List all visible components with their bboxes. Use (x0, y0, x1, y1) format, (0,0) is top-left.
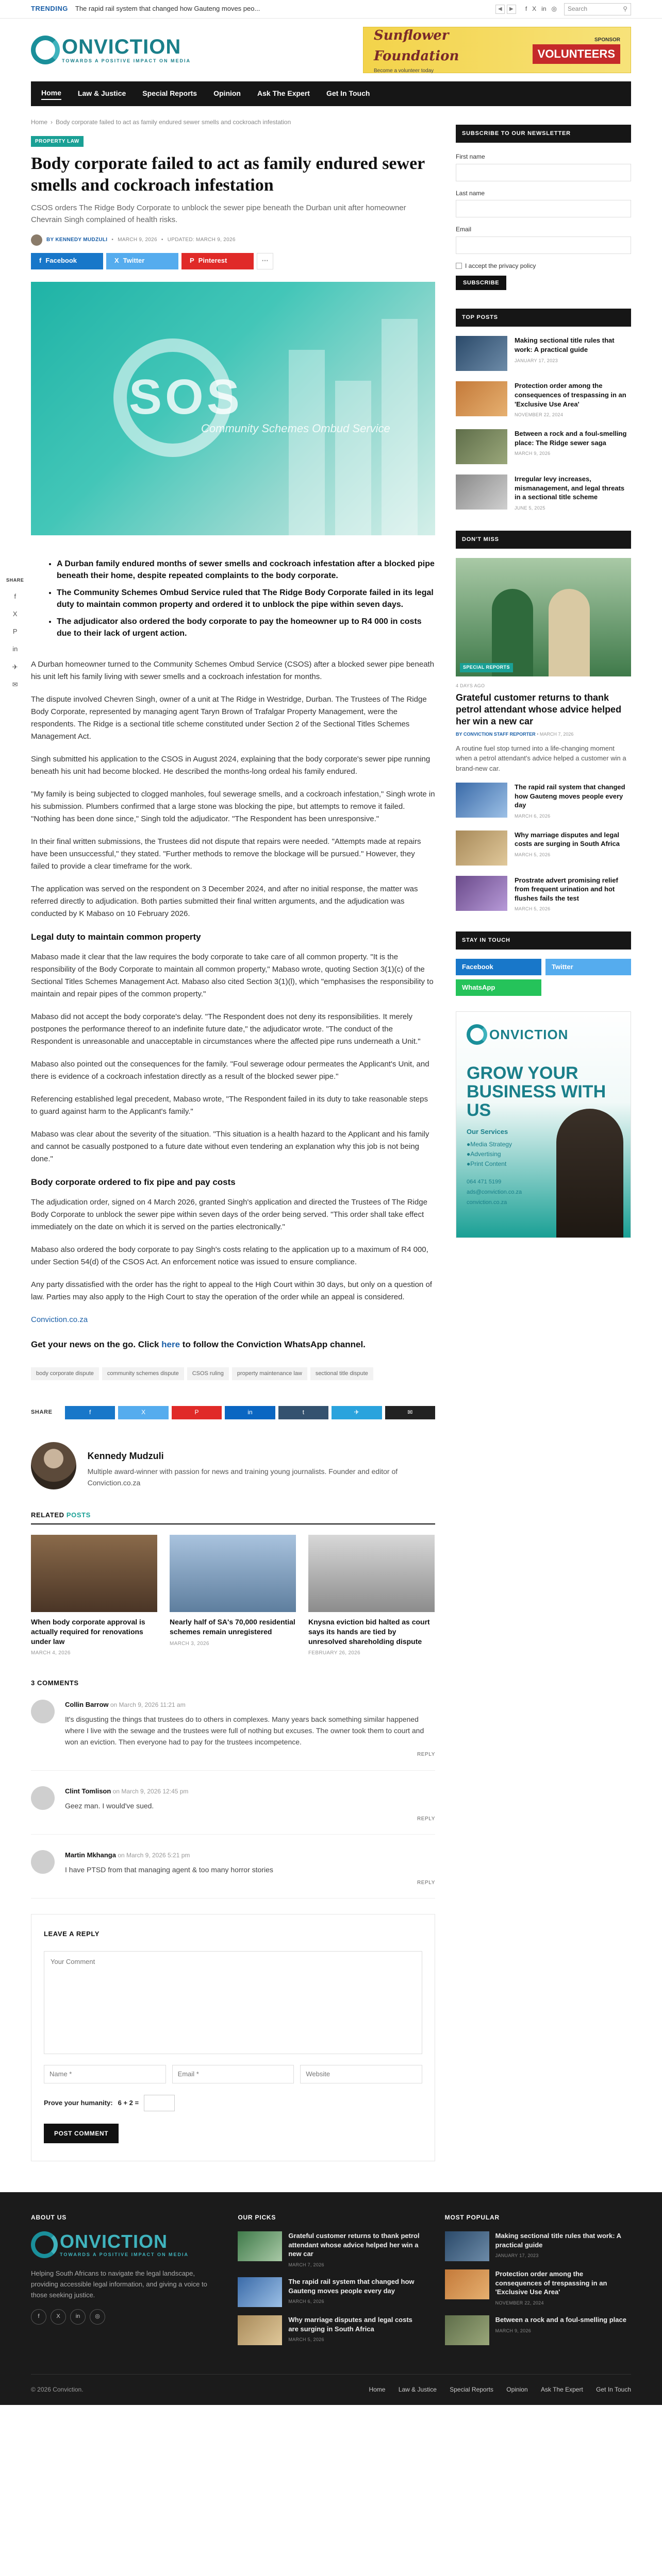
footer-logo-name: ONVICTION (60, 2231, 168, 2252)
copyright: © 2026 Conviction. (31, 2386, 84, 2394)
footer-about (31, 2213, 217, 2353)
footer-popular-title[interactable]: Protection order among the consequences of trespassing in an 'Exclusive Use Area' (495, 2270, 607, 2296)
footer-social (31, 2309, 217, 2325)
footer-pick-date: MARCH 5, 2026 (288, 2337, 324, 2343)
top-post-date: JANUARY 17, 2023 (515, 358, 558, 363)
dont-miss-title[interactable]: The rapid rail system that changed how Gauteng moves people every day (515, 783, 625, 809)
footer-popular-date: NOVEMBER 22, 2024 (495, 2300, 544, 2306)
footer-popular-date: JANUARY 17, 2023 (495, 2253, 539, 2259)
commenter-name: Martin Mkhanga (65, 1851, 116, 1859)
footer-pick-item[interactable] (238, 2277, 424, 2307)
reply-form-fields (44, 2065, 422, 2083)
category-badge[interactable]: PROPERTY LAW (31, 136, 84, 147)
footer-about-text: Helping South Africans to navigate the legal landscape, providing accessible legal information, and giving a voice to those seeking justice. (31, 2269, 207, 2299)
top-post-thumbnail[interactable] (456, 429, 507, 464)
pinterest-icon: P (190, 257, 194, 265)
chevron-right-icon[interactable]: ▶ (507, 5, 516, 14)
logo-tagline: TOWARDS A POSITIVE IMPACT ON MEDIA (62, 58, 191, 63)
related-date: FEBRUARY 26, 2026 (308, 1650, 360, 1656)
banner-subtitle: Become a volunteer today (374, 67, 434, 74)
footer-pick-title[interactable]: The rapid rail system that changed how Gauteng moves people every day (288, 2277, 415, 2295)
reply-button[interactable]: REPLY (417, 1816, 435, 1822)
top-bar (0, 0, 662, 19)
dont-miss-date: MARCH 5, 2026 (515, 906, 551, 912)
related-post[interactable] (170, 1535, 296, 1657)
footer-pick-date: MARCH 7, 2026 (288, 2262, 324, 2268)
whatsapp-cta (31, 1337, 435, 1351)
share-label: SHARE (31, 1409, 53, 1416)
share-pinterest-button[interactable] (181, 253, 254, 269)
cta-text: Get your news on the go. Click (31, 1340, 162, 1350)
search-icon[interactable]: ⚲ (623, 5, 627, 13)
footer-pick-thumbnail[interactable] (238, 2277, 282, 2307)
author-bio: Multiple award-winner with passion for news and training young journalists. Founder and editor of Conviction.co.za (87, 1467, 398, 1487)
footer-picks (238, 2213, 424, 2353)
comment (31, 1786, 435, 1835)
privacy-checkbox[interactable] (456, 263, 462, 269)
main-column (31, 106, 435, 2192)
pinterest-icon[interactable]: P (12, 628, 18, 636)
telegram-icon[interactable]: ✈ (332, 1406, 382, 1419)
feature-meta: BY CONVICTION STAFF REPORTER • MARCH 7, 2026 (456, 731, 574, 737)
related-thumbnail[interactable] (31, 1535, 157, 1612)
share-facebook-button[interactable] (31, 253, 103, 269)
top-post-thumbnail[interactable] (456, 336, 507, 371)
key-point: • The Community Schemes Ombud Service ruled that The Ridge Body Corporate failed in its legal duty to maintain common property and ordered it to unblock the pipe within seven days. (57, 587, 435, 611)
comment (31, 1700, 435, 1771)
meta-date: MARCH 9, 2026 (118, 236, 157, 243)
dont-miss-thumbnail[interactable] (456, 831, 507, 866)
feature-author[interactable]: BY CONVICTION STAFF REPORTER (456, 731, 536, 737)
ad-web: conviction.co.za (467, 1199, 507, 1206)
facebook-icon[interactable]: f (525, 5, 527, 13)
tag-link[interactable]: community schemes dispute (102, 1367, 184, 1380)
hero-building (335, 381, 371, 535)
instagram-icon[interactable]: ◎ (551, 5, 557, 13)
top-post-title[interactable]: Making sectional title rules that work: A practical guide (515, 336, 615, 354)
ad-headline: GROW YOUR BUSINESS WITH US (467, 1063, 606, 1120)
facebook-icon[interactable]: f (65, 1406, 115, 1419)
comment-text: Geez man. I would've sued. (65, 1801, 154, 1810)
first-name-label: First name (456, 153, 485, 161)
stay-in-touch-widget (456, 931, 631, 1238)
website-field[interactable] (300, 2065, 422, 2083)
whatsapp-channel-link[interactable]: here (161, 1340, 180, 1350)
hero-caption: Community Schemes Ombud Service (201, 421, 390, 435)
linkedin-icon[interactable]: in (541, 5, 547, 13)
share-facebook-label: Facebook (45, 257, 77, 265)
reply-button[interactable]: REPLY (417, 1879, 435, 1886)
linkedin-icon[interactable]: in (12, 645, 18, 653)
comment (31, 1850, 435, 1899)
source-link[interactable]: Conviction.co.za (31, 1315, 88, 1325)
related-thumbnail[interactable] (170, 1535, 296, 1612)
captcha-row (44, 2095, 422, 2111)
article-excerpt: CSOS orders The Ridge Body Corporate to unblock the sewer pipe beneath the Durban unit after homeowner Chevrain Singh complained of health risks. (31, 204, 406, 225)
footer-pick-title[interactable]: Grateful customer returns to thank petrol attendant whose advice helped her win a new car (288, 2232, 420, 2258)
captcha-label: Prove your humanity: (44, 2098, 113, 2107)
author-avatar[interactable] (31, 234, 42, 246)
follow-whatsapp-button[interactable]: WhatsApp (456, 979, 541, 996)
top-post-date: MARCH 9, 2026 (515, 451, 551, 456)
commenter-name: Clint Tomlison (65, 1787, 111, 1795)
footer-picks-heading: OUR PICKS (238, 2213, 276, 2221)
top-post-thumbnail[interactable] (456, 474, 507, 510)
feature-title[interactable]: Grateful customer returns to thank petrol attendant whose advice helped her win a new car (456, 692, 622, 727)
hero-sos-text: SOS (129, 369, 243, 425)
related-post[interactable] (31, 1535, 157, 1657)
comment-text: It's disgusting the things that trustees do to others in complexes. Many years back something similar happened where I live with the sewage and the trustees were full of nothing but excuses. The owner took them to court and won an eviction. Then everyone had to pay for the trustees incompetence. (65, 1715, 424, 1746)
body-paragraph: Mabaso made it clear that the law requires the body corporate to take care of all common property. "It is the responsibility of the Body Corporate to maintain all common property," Mabaso wrote, quoting Section 3(1)(c) of the Sectional Titles Schemes Management Act. Mabaso also cited Section 3(1)(l), which "emphasises the responsibility to maintain and repair pipes of the common property." (31, 953, 434, 998)
captcha-expression: 6 + 2 = (118, 2098, 139, 2107)
footer-popular (445, 2213, 631, 2353)
x-icon[interactable]: X (532, 5, 537, 13)
trending-label: TRENDING (31, 5, 68, 13)
feature-person-figure (549, 589, 590, 676)
site-logo[interactable] (31, 36, 191, 64)
x-icon[interactable]: X (51, 2309, 66, 2325)
body-paragraph: A Durban homeowner turned to the Community Schemes Ombud Service (CSOS) after a blocked sewer pipe beneath his unit left his family living with sewer smells and a cockroach infestation for months. (31, 659, 435, 681)
nav-home[interactable]: Home (41, 88, 61, 100)
dont-miss-title[interactable]: Why marriage disputes and legal costs are surging in South Africa (515, 831, 620, 848)
sidebar (456, 106, 631, 2192)
tag-link[interactable]: CSOS ruling (187, 1367, 229, 1380)
logo-c-icon (467, 1024, 487, 1045)
captcha-input[interactable] (144, 2095, 175, 2111)
hero-building (289, 350, 325, 535)
commenter-avatar (31, 1850, 55, 1874)
linkedin-icon[interactable]: in (70, 2309, 86, 2325)
chevron-left-icon[interactable]: ◀ (495, 5, 505, 14)
body-paragraph: Mabaso did not accept the body corporate's delay. "The Respondent does not deny its responsibilities. It merely postpones the performance thereof to an indefinite future date," the adjudicator wrote. "The conduct of the Respondent is unreasonable and unacceptable in circumstances where the affected pipe runs underneath a Unit." (31, 1012, 421, 1046)
privacy-checkbox-row[interactable] (456, 261, 631, 271)
related-post[interactable] (308, 1535, 435, 1657)
follow-twitter-button[interactable]: Twitter (545, 959, 631, 975)
nav-get-in-touch[interactable]: Get In Touch (326, 89, 370, 98)
instagram-icon[interactable]: ◎ (90, 2309, 105, 2325)
site-header (0, 19, 662, 81)
footer-popular-item[interactable] (445, 2269, 631, 2307)
footer-nav-ask-the-expert[interactable]: Ask The Expert (541, 2386, 583, 2394)
feature-excerpt: A routine fuel stop turned into a life-changing moment when a petrol attendant's advice helped a customer win a brand-new car. (456, 744, 626, 772)
body-heading: Body corporate ordered to fix pipe and pay costs (31, 1177, 236, 1187)
nav-special-reports[interactable]: Special Reports (142, 89, 197, 98)
key-point: • A Durban family endured months of sewer smells and cockroach infestation after a blocked pipe beneath their home, despite repeated complaints to the body corporate. (57, 558, 435, 582)
pinterest-icon[interactable]: P (172, 1406, 222, 1419)
share-twitter-button[interactable] (106, 253, 178, 269)
top-post-date: NOVEMBER 22, 2024 (515, 412, 564, 418)
sticky-share-bar (6, 577, 24, 690)
banner-title: Sunflower Foundation (374, 27, 459, 64)
comment-date[interactable]: on March 9, 2026 11:21 am (110, 1701, 186, 1709)
ad-service: ●Print Content (467, 1160, 507, 1167)
footer-nav (357, 2385, 631, 2395)
author-name[interactable]: Kennedy Mudzuli (87, 1450, 164, 1461)
sidebar-ad[interactable] (456, 1011, 631, 1238)
comment-textarea[interactable] (44, 1951, 422, 2054)
search-placeholder: Search (568, 5, 588, 13)
banner-volunteers: VOLUNTEERS (533, 44, 620, 64)
dont-miss-date: MARCH 5, 2026 (515, 852, 551, 857)
related-title-b: POSTS (66, 1511, 91, 1519)
share-bottom-bar (31, 1406, 435, 1419)
footer-popular-title[interactable]: Between a rock and a foul-smelling place (495, 2315, 626, 2324)
body-paragraph: The adjudication order, signed on 4 March 2026, granted Singh's application and directed the Trustees of The Ridge Body Corporate to unblock the sewer pipe within seven days of the order being served. "This order shall take effect immediately on the date on which it is served on the parties electronically." (31, 1198, 427, 1232)
footer-popular-date: MARCH 9, 2026 (495, 2328, 532, 2333)
top-post-title[interactable]: Protection order among the consequences of trespassing in an 'Exclusive Use Area' (515, 382, 626, 408)
body-paragraph: The dispute involved Chevren Singh, owner of a unit at The Ridge in Westridge, Durban. The Trustees of The Ridge Body Corporate, represented by managing agent Taryn Brown of Trafalgar Property Management, were the respondents. The Ridge is a sectional title scheme constituted under Section 2 of the Sectional Titles Schemes Management Act. (31, 694, 427, 741)
share-row (31, 253, 435, 269)
x-icon[interactable]: X (12, 610, 18, 618)
tag-link[interactable]: body corporate dispute (31, 1367, 99, 1380)
ad-service: ●Media Strategy (467, 1140, 512, 1148)
meta-updated: UPDATED: MARCH 9, 2026 (167, 236, 236, 243)
footer-nav-special-reports[interactable]: Special Reports (450, 2386, 493, 2394)
logo-c-icon (31, 36, 60, 64)
tag-link[interactable]: property maintenance law (232, 1367, 307, 1380)
meta-author[interactable]: BY KENNEDY MUDZULI (46, 236, 108, 243)
email-field[interactable] (172, 2065, 294, 2083)
body-paragraph: Referencing established legal precedent, Mabaso wrote, "The Respondent failed in its duty to take reasonable steps to guard against harm to the Applicant's family." (31, 1095, 428, 1116)
facebook-icon: f (39, 257, 42, 265)
feature-posted: MARCH 7, 2026 (539, 731, 574, 737)
footer-nav-law-justice[interactable]: Law & Justice (398, 2386, 437, 2394)
site-footer (0, 2192, 662, 2405)
share-twitter-label: Twitter (123, 257, 145, 265)
top-posts-heading: TOP POSTS (456, 309, 631, 327)
footer-nav-home[interactable]: Home (369, 2386, 386, 2394)
logo-text (62, 37, 191, 63)
ad-brand: ONVICTION (489, 1027, 569, 1043)
x-icon: X (114, 257, 119, 265)
commenter-avatar (31, 1786, 55, 1810)
privacy-label: I accept the privacy policy (465, 262, 536, 269)
logo-c-icon (31, 2231, 58, 2258)
footer-popular-thumbnail[interactable] (445, 2315, 489, 2345)
banner-sponsor: SPONSOR (594, 37, 620, 43)
share-pinterest-label: Pinterest (198, 257, 227, 265)
body-paragraph: In their final written submissions, the Trustees did not dispute that repairs were needed. "Attempts made at repairs have been unsuccessful," they stated. "Further methods to remove the blockage will be pursued." However, they failed to provide a clear timeframe for the work. (31, 837, 421, 871)
body-paragraph: The application was served on the respondent on 3 December 2024, and after no initial response, the matter was referred directly to adjudication. Both parties submitted their final written arguments, and the adjudication was conducted by K Mabaso on 10 February 2026. (31, 884, 418, 918)
footer-popular-title[interactable]: Making sectional title rules that work: A practical guide (495, 2232, 621, 2249)
related-thumbnail[interactable] (308, 1535, 435, 1612)
related-title[interactable]: Knysna eviction bid halted as court says its hands are tied by unresolved shareholding dispute (308, 1617, 430, 1646)
tag-link[interactable]: sectional title dispute (310, 1367, 373, 1380)
top-post-thumbnail[interactable] (456, 381, 507, 416)
top-social (525, 4, 557, 14)
dont-miss-widget (456, 531, 631, 913)
reply-button[interactable]: REPLY (417, 1752, 435, 1758)
newsletter-heading: SUBSCRIBE TO OUR NEWSLETTER (456, 125, 631, 143)
commenter-name: Collin Barrow (65, 1701, 109, 1709)
main-nav (31, 81, 631, 106)
reply-form-title: LEAVE A REPLY (44, 1930, 100, 1938)
top-post-item[interactable] (456, 474, 631, 512)
body-heading: Legal duty to maintain common property (31, 931, 201, 942)
footer-pick-date: MARCH 6, 2026 (288, 2299, 324, 2304)
body-paragraph: Mabaso also ordered the body corporate to pay Singh's costs relating to the application up to a maximum of R4 000, under Section 54(d) of the CSOS Act. An enforcement notice was issued to ensure compliance. (31, 1245, 428, 1267)
footer-pick-item[interactable] (238, 2315, 424, 2345)
footer-nav-get-in-touch[interactable]: Get In Touch (596, 2386, 631, 2394)
article-meta (31, 234, 435, 246)
footer-logo[interactable] (31, 2231, 217, 2258)
sticky-share-label: SHARE (6, 578, 24, 583)
comment-text: I have PTSD from that managing agent & too many horror stories (65, 1866, 273, 1874)
dont-miss-thumbnail[interactable] (456, 783, 507, 818)
comment-date[interactable]: on March 9, 2026 12:45 pm (112, 1787, 189, 1795)
related-date: MARCH 3, 2026 (170, 1640, 209, 1647)
author-box (31, 1442, 435, 1489)
subscribe-button[interactable]: SUBSCRIBE (456, 276, 506, 290)
dont-miss-item[interactable] (456, 783, 631, 820)
body-paragraph: Singh submitted his application to the CSOS in August 2024, explaining that the body corporate's sewer pipe running beneath his unit had become blocked. He described the months-long ordeal his family endured. (31, 754, 431, 776)
breadcrumb-current: Body corporate failed to act as family endured sewer smells and cockroach infestation (56, 118, 291, 126)
ad-email: ads@conviction.co.za (467, 1189, 522, 1195)
footer-pick-title[interactable]: Why marriage disputes and legal costs are surging in South Africa (288, 2315, 412, 2333)
meta-bullet: • (161, 236, 163, 243)
search-input[interactable] (564, 3, 631, 15)
last-name-label: Last name (456, 189, 485, 197)
commenter-avatar (31, 1700, 55, 1723)
dont-miss-heading: DON'T MISS (456, 531, 631, 549)
post-comment-button[interactable]: POST COMMENT (44, 2124, 119, 2143)
linkedin-icon[interactable]: in (225, 1406, 275, 1419)
newsletter-widget (456, 125, 631, 290)
footer-popular-item[interactable] (445, 2231, 631, 2261)
email-label: Email (456, 226, 472, 233)
ad-person-figure (556, 1109, 623, 1238)
top-post-title[interactable]: Irregular levy increases, mismanagement, and legal threats in a sectional title scheme (515, 475, 625, 501)
nav-opinion[interactable]: Opinion (213, 89, 241, 98)
footer-popular-item[interactable] (445, 2315, 631, 2345)
follow-facebook-button[interactable]: Facebook (456, 959, 541, 975)
stay-in-touch-heading: STAY IN TOUCH (456, 931, 631, 950)
related-title[interactable]: When body corporate approval is actually required for renovations under law (31, 1617, 145, 1646)
trending-ticker[interactable]: The rapid rail system that changed how Gauteng moves peo... (75, 5, 260, 13)
facebook-icon[interactable]: f (14, 592, 16, 600)
reply-form (31, 1914, 435, 2161)
name-field[interactable] (44, 2065, 166, 2083)
ad-logo (467, 1024, 620, 1045)
key-points-list (46, 558, 435, 640)
email-icon[interactable]: ✉ (12, 680, 18, 688)
telegram-icon[interactable]: ✈ (12, 663, 18, 671)
dont-miss-item[interactable] (456, 876, 631, 913)
top-posts-widget (456, 309, 631, 512)
top-post-item[interactable] (456, 429, 631, 464)
dont-miss-item[interactable] (456, 831, 631, 866)
top-post-title[interactable]: Between a rock and a foul-smelling place: The Ridge sewer saga (515, 430, 627, 447)
tumblr-icon[interactable]: t (278, 1406, 328, 1419)
footer-popular-heading: MOST POPULAR (444, 2213, 500, 2221)
x-icon[interactable]: X (118, 1406, 168, 1419)
related-title[interactable]: Nearly half of SA's 70,000 residential schemes remain unregistered (170, 1617, 295, 1636)
facebook-icon[interactable]: f (31, 2309, 46, 2325)
footer-nav-opinion[interactable]: Opinion (506, 2386, 528, 2394)
body-paragraph: Mabaso also pointed out the consequences for the family. "Foul sewerage odour permeates the Applicant's Unit, and there is evidence of a cockroach infestation directly as a result of the blocked sewer pipe." (31, 1060, 429, 1081)
body-paragraph: "My family is being subjected to clogged manholes, foul sewerage smells, and a cockroach infestation," Singh wrote in his submission. Plumbers confirmed that a large stone was blocking the pipe, but attempts to remove it failed. "Nothing has been done since," Singh told the adjudicator. "The Respondent has been unresponsive." (31, 789, 435, 823)
comment-date[interactable]: on March 9, 2026 5:21 pm (118, 1852, 190, 1859)
ad-service: ●Advertising (467, 1150, 501, 1158)
nav-ask-the-expert[interactable]: Ask The Expert (257, 89, 310, 98)
footer-columns (31, 2213, 631, 2374)
hero-building (382, 319, 418, 535)
ticker-arrows (495, 5, 516, 14)
breadcrumb (31, 117, 435, 127)
footer-pick-thumbnail[interactable] (238, 2231, 282, 2261)
footer-logo-tagline: TOWARDS A POSITIVE IMPACT ON MEDIA (60, 2252, 189, 2258)
author-avatar[interactable] (31, 1442, 76, 1489)
breadcrumb-separator: › (51, 118, 53, 126)
breadcrumb-home[interactable]: Home (31, 118, 48, 126)
newsletter-email-field[interactable] (456, 236, 631, 254)
footer-bottom-bar (31, 2374, 631, 2405)
footer-popular-thumbnail[interactable] (445, 2269, 489, 2299)
cta-text: to follow the Conviction WhatsApp channel. (180, 1340, 366, 1350)
feature-badge[interactable]: SPECIAL REPORTS (460, 663, 513, 672)
top-post-item[interactable] (456, 336, 631, 371)
share-more-button[interactable]: ⋯ (257, 253, 273, 269)
footer-pick-thumbnail[interactable] (238, 2315, 282, 2345)
dont-miss-feature-image[interactable] (456, 558, 631, 676)
email-icon[interactable]: ✉ (385, 1406, 435, 1419)
dont-miss-title[interactable]: Prostrate advert promising relief from frequent urination and hot flushes fails the test (515, 876, 618, 902)
ad-services-label: Our Services (467, 1128, 508, 1136)
footer-about-heading: ABOUT US (31, 2213, 67, 2221)
article-title: Body corporate failed to act as family endured sewer smells and cockroach infestation (31, 154, 425, 195)
related-date: MARCH 4, 2026 (31, 1650, 71, 1656)
first-name-field[interactable] (456, 164, 631, 181)
meta-bullet: • (111, 236, 114, 243)
top-post-date: JUNE 5, 2025 (515, 505, 545, 511)
header-ad-banner[interactable] (363, 27, 631, 73)
top-post-item[interactable] (456, 381, 631, 419)
comments-heading: 3 COMMENTS (31, 1679, 79, 1687)
footer-popular-thumbnail[interactable] (445, 2231, 489, 2261)
feature-date: 4 DAYS AGO (456, 683, 485, 688)
key-point: • The adjudicator also ordered the body corporate to pay the homeowner up to R4 000 in costs due to their lack of urgent action. (57, 616, 435, 639)
footer-logo-text (60, 2232, 189, 2257)
related-title-a: RELATED (31, 1511, 64, 1519)
last-name-field[interactable] (456, 200, 631, 217)
dont-miss-thumbnail[interactable] (456, 876, 507, 911)
body-paragraph: Mabaso was clear about the severity of the situation. "This situation is a health hazard to the Applicant and his family and cannot be casually postponed to a future date without even tendering an explanation why this job is not being done." (31, 1130, 429, 1163)
footer-pick-item[interactable] (238, 2231, 424, 2269)
tag-list (31, 1367, 435, 1380)
nav-law-justice[interactable]: Law & Justice (77, 89, 126, 98)
content-wrap (0, 106, 662, 2192)
stay-in-touch-buttons (456, 959, 631, 996)
body-paragraph: Any party dissatisfied with the order has the right to appeal to the High Court within 30 days, but only on a question of law. Parties may also apply to the High Court to stay the operation of the order while an appeal is considered. (31, 1280, 432, 1302)
article-body (31, 658, 435, 1352)
related-posts-heading (31, 1510, 435, 1524)
related-posts (31, 1535, 435, 1657)
logo-name: ONVICTION (62, 36, 181, 58)
ad-phone: 064 471 5199 (467, 1179, 502, 1185)
hero-image (31, 282, 435, 535)
dont-miss-date: MARCH 6, 2026 (515, 813, 551, 819)
